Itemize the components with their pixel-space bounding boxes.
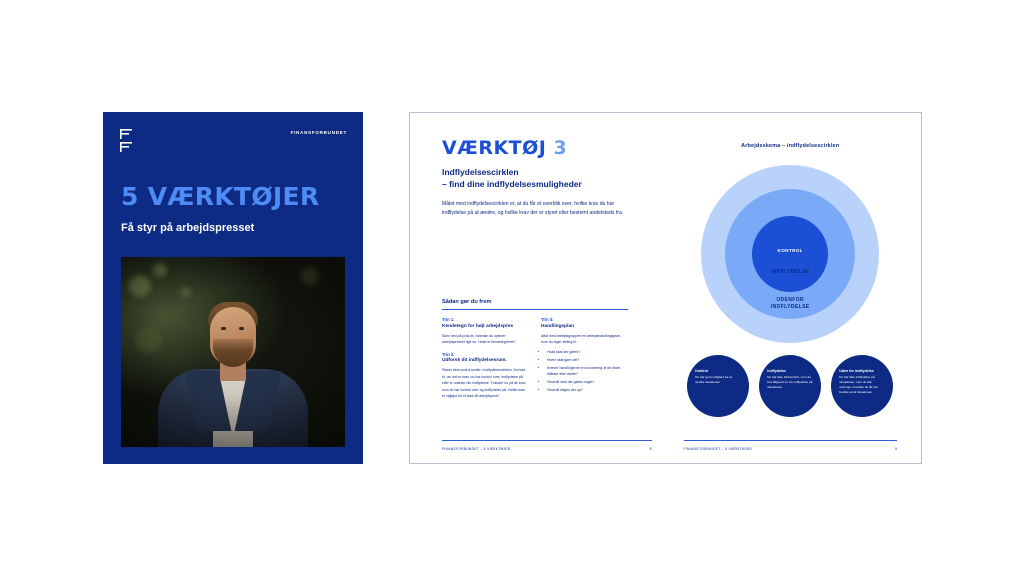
tool-title bbox=[442, 166, 644, 191]
tool-title-line1: Indflydelsescirklen bbox=[442, 167, 519, 177]
page-left-footer-divider bbox=[442, 440, 652, 441]
kontrol-ring bbox=[752, 216, 828, 292]
udenfor-label-line2: INDFLYDELSE bbox=[770, 303, 810, 310]
legend-bubble-indflydelse bbox=[759, 355, 821, 417]
legend-bubble-indflydelse-heading: Indflydelse bbox=[767, 369, 787, 373]
worksheet-title: Arbejdsskema – indflydelsescirklen bbox=[741, 143, 840, 149]
tool-intro-text: Målet med indflydelsescirklen er, at du får et overblik over, hvilke krav du har indflydelse på at ændre, og hvilke krav der er styret eller bestemt andetsteds fra. bbox=[442, 200, 624, 216]
page-right-number: 9 bbox=[895, 447, 897, 451]
legend-bubble-udenfor-body: Du har ikke indflydelse på situationen, men du kan overveje, hvordan du får det bedste ud af situationen bbox=[839, 375, 878, 395]
step-3-bullet-1: • Hvad skal der gøres? bbox=[547, 349, 628, 355]
udenfor-indflydelse-ring-label bbox=[771, 297, 810, 311]
step-3-bullet-4: • Hvornår skal der gøres noget? bbox=[547, 379, 628, 385]
spread-page-left bbox=[410, 113, 666, 463]
step-3-body: Aftal med arbejdsgruppen en arbejdshandlingsplan, hvor du tager stilling til: bbox=[541, 333, 621, 345]
page-right-footer-divider bbox=[684, 440, 898, 441]
legend-bubble-udenfor-heading: Uden for indflydelse bbox=[839, 369, 874, 373]
steps-column-1 bbox=[442, 317, 529, 400]
step-3-heading: Handlingsplan bbox=[541, 323, 575, 329]
legend-bubble-kontrol-heading: Kontrol bbox=[695, 369, 709, 373]
finansforbundet-logo-icon bbox=[119, 128, 145, 154]
cover-title: 5 VÆRKTØJER bbox=[121, 182, 320, 211]
howto-heading: Sådan gør du frem bbox=[442, 299, 492, 305]
tool-title-line2: – find dine indflydelsesmuligheder bbox=[442, 179, 582, 190]
step-2-heading: Udforsk dit indflydelsesrum. bbox=[442, 358, 507, 364]
udenfor-label-line1: UDENFOR bbox=[776, 297, 805, 303]
tool-number: 3 bbox=[553, 137, 568, 159]
legend-bubble-kontrol-body: Du har god mulighed for at ændre situationen bbox=[695, 375, 732, 385]
step-3-label: Trin 3: bbox=[541, 317, 554, 322]
legend-bubble-kontrol bbox=[687, 355, 749, 417]
legend-bubbles bbox=[684, 355, 898, 417]
page-right-footer-text: FINANSFORBUNDET – 5 VÆRKTØJER bbox=[683, 447, 753, 451]
steps-column-2 bbox=[541, 317, 628, 400]
influence-circle-diagram bbox=[684, 159, 898, 395]
booklet-cover bbox=[103, 112, 363, 464]
step-3-bullets bbox=[541, 349, 628, 394]
page-left-footer-text: FINANSFORBUNDET – 5 VÆRKTØJER bbox=[442, 447, 511, 451]
step-3-bullet-3: • Kræver handlingerne en involvering af din leder, ditteam eller andre? bbox=[547, 365, 628, 378]
step-1-body: Skriv ned på post-its, hvordan du oplever arbejdspresset lige nu. Hvad er kendetegnene? bbox=[442, 333, 516, 345]
step-3-bullet-2: • Hvem skal gøre det? bbox=[547, 357, 628, 363]
legend-bubble-indflydelse-body: Du har ikke fuld kontrol, men du har alligevel en vis indflydelse på situationen bbox=[767, 375, 813, 390]
step-2-body: Placér dine post-it-sedler i indflydelsescirklen i forhold til, om det er krav, du har kontrol over, indflydelse på eller er udenfor din indflydelse. Fokusér nu på de krav, som du har kontrol over og indflydelse på. Hvilke krav er vigtigst for et løse dit arbejdspres? bbox=[442, 368, 527, 399]
page-left-number: 8 bbox=[649, 447, 652, 451]
cover-photo bbox=[121, 257, 345, 447]
document-spread bbox=[409, 112, 922, 464]
cover-subtitle: Få styr på arbejdspresset bbox=[121, 222, 255, 234]
howto-section bbox=[442, 299, 628, 400]
indflydelse-ring-label: INDFLYDELSE bbox=[770, 269, 810, 275]
howto-divider bbox=[442, 309, 628, 310]
kontrol-ring-label: KONTROL bbox=[777, 248, 804, 253]
tool-eyebrow-text: VÆRKTØJ bbox=[442, 137, 547, 159]
steps-columns bbox=[442, 317, 628, 400]
spread-page-right bbox=[666, 113, 922, 463]
cover-brand-name: FINANSFORBUNDET bbox=[290, 130, 347, 135]
step-3-bullet-5: • Hvornår følges der op? bbox=[547, 387, 628, 393]
step-1-label: Trin 1: bbox=[442, 317, 455, 322]
legend-bubble-udenfor-indflydelse bbox=[831, 355, 893, 417]
tool-eyebrow bbox=[442, 139, 644, 158]
step-2-label: Trin 2: bbox=[442, 351, 455, 357]
step-1-heading: Kendetegn for højt arbejdspres bbox=[442, 323, 514, 329]
